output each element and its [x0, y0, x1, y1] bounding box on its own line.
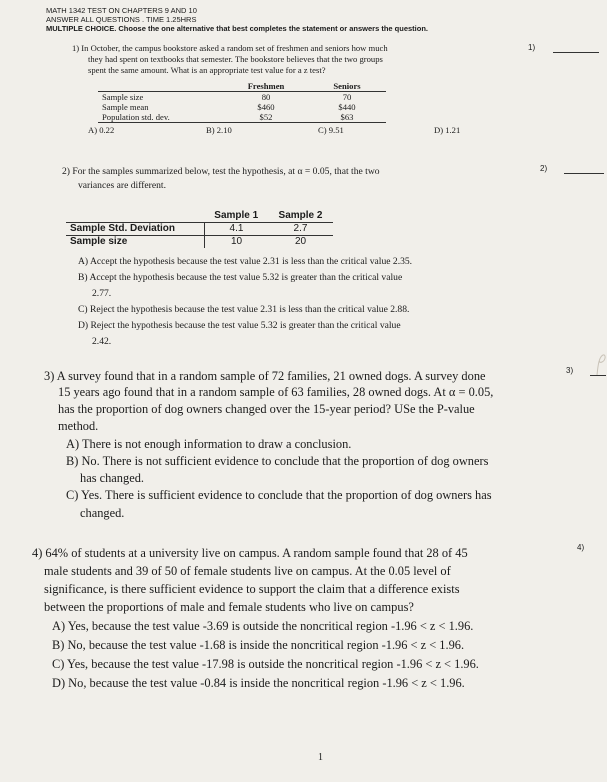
q1-option-c: C) 9.51	[318, 125, 344, 135]
q2-cell: 20	[294, 236, 307, 247]
instructions: MULTIPLE CHOICE. Choose the one alternative that best completes the statement or answers the question.	[46, 24, 429, 33]
q3-option-b: B) No. There is not sufficient evidence to conclude that the proportion of dog owners	[66, 454, 489, 468]
q1-cell: $440	[338, 102, 356, 112]
q2-option-b: B) Accept the hypothesis because the test value 5.32 is greater than the critical value	[78, 272, 403, 283]
q1-line-1: 1) In October, the campus bookstore asked a random set of freshmen and seniors how much	[72, 43, 388, 53]
q2-option-d: D) Reject the hypothesis because the test value 5.32 is greater than the critical value	[78, 320, 401, 331]
q3-option-a: A) There is not enough information to draw a conclusion.	[66, 437, 352, 451]
q3-option-b-cont: has changed.	[80, 471, 144, 485]
q3-option-c-cont: changed.	[80, 506, 125, 520]
q1-cell: 80	[261, 92, 271, 102]
q2-option-c: C) Reject the hypothesis because the test value 2.31 is less than the critical value 2.88.	[78, 304, 410, 315]
q3-line-4: method.	[58, 419, 99, 433]
q3-side-number: 3)	[566, 366, 574, 375]
q4-option-d: D) No, because the test value -0.84 is inside the noncritical region -1.96 < z < 1.96.	[52, 676, 465, 690]
q1-cell: $52	[224, 112, 308, 123]
q4-option-c: C) Yes, because the test value -17.98 is outside the noncritical region -1.96 < z < 1.96.	[52, 657, 479, 671]
q1-option-d: D) 1.21	[434, 125, 461, 135]
q3-line-3: has the proportion of dog owners changed over the 15-year period? USe the P-value	[58, 402, 475, 416]
q1-cell: 70	[342, 92, 352, 102]
q1-line-2: they had spent on textbooks that semester. The bookstore believes that the two groups	[88, 54, 383, 64]
q1-cell: $460	[257, 102, 275, 112]
q1-cell: $63	[308, 112, 386, 123]
q2-th-2: Sample 2	[269, 210, 333, 223]
course-title: MATH 1342 TEST ON CHAPTERS 9 AND 10	[46, 6, 197, 15]
q1-answer-line	[553, 52, 599, 53]
q4-option-b: B) No, because the test value -1.68 is inside the noncritical region -1.96 < z < 1.96.	[52, 638, 465, 652]
q3-option-c: C) Yes. There is sufficient evidence to conclude that the proportion of dog owners has	[66, 488, 492, 502]
q4-option-a: A) Yes, because the test value -3.69 is outside the noncritical region -1.96 < z < 1.96.	[52, 619, 474, 633]
q2-answer-line	[564, 173, 604, 174]
q1-table	[98, 81, 386, 123]
header	[46, 6, 428, 33]
q2-line-1: 2) For the samples summarized below, test the hypothesis, at α = 0.05, that the two	[62, 166, 380, 177]
q4-line-2: male students and 39 of 50 of female students live on campus. At the 0.05 level of	[44, 564, 451, 578]
q1-option-b: B) 2.10	[206, 125, 232, 135]
q2-option-b-cont: 2.77.	[92, 288, 112, 299]
q2-cell: 4.1	[204, 223, 269, 236]
q1-side-number: 1)	[528, 43, 536, 52]
exam-subtitle: ANSWER ALL QUESTIONS . TIME 1.25HRS	[46, 15, 197, 24]
q2-option-a: A) Accept the hypothesis because the test value 2.31 is less than the critical value 2.35.	[78, 256, 413, 267]
q3-line-2: 15 years ago found that in a random sample of 63 families, 28 owned dogs. At α = 0.05,	[58, 385, 494, 399]
q2-th-1: Sample 1	[204, 210, 269, 223]
q1-cell: Sample mean	[102, 102, 149, 112]
q2-side-number: 2)	[540, 164, 548, 173]
q1-option-a: A) 0.22	[88, 125, 115, 135]
pencil-mark-icon	[594, 351, 607, 379]
q4-side-number: 4)	[577, 543, 585, 552]
q2-cell: 10	[230, 236, 243, 247]
q4-line-1: 4) 64% of students at a university live on campus. A random sample found that 28 of 45	[32, 546, 468, 560]
q2-cell: 2.7	[269, 223, 333, 236]
q2-cell: Sample Std. Deviation	[66, 223, 204, 236]
q1-th-0	[98, 81, 224, 92]
q2-option-d-cont: 2.42.	[92, 336, 112, 347]
q1-th-2: Seniors	[308, 81, 386, 92]
q1-line-3: spent the same amount. What is an appropriate test value for a z test?	[88, 65, 326, 75]
q4-line-4: between the proportions of male and female students who live on campus?	[44, 600, 414, 614]
q1-cell: Population std. dev.	[98, 112, 224, 123]
q2-cell: Sample size	[66, 236, 204, 249]
q2-th-0	[66, 210, 204, 223]
page-number: 1	[318, 752, 323, 763]
q4-line-3: significance, is there sufficient evidence to support the claim that a difference exists	[44, 582, 460, 596]
q2-table	[66, 210, 333, 248]
q2-line-2: variances are different.	[78, 180, 166, 191]
q1-th-1: Freshmen	[224, 81, 308, 92]
q1-cell: Sample size	[102, 92, 144, 102]
q3-line-1: 3) A survey found that in a random sample of 72 families, 21 owned dogs. A survey done	[44, 369, 486, 383]
